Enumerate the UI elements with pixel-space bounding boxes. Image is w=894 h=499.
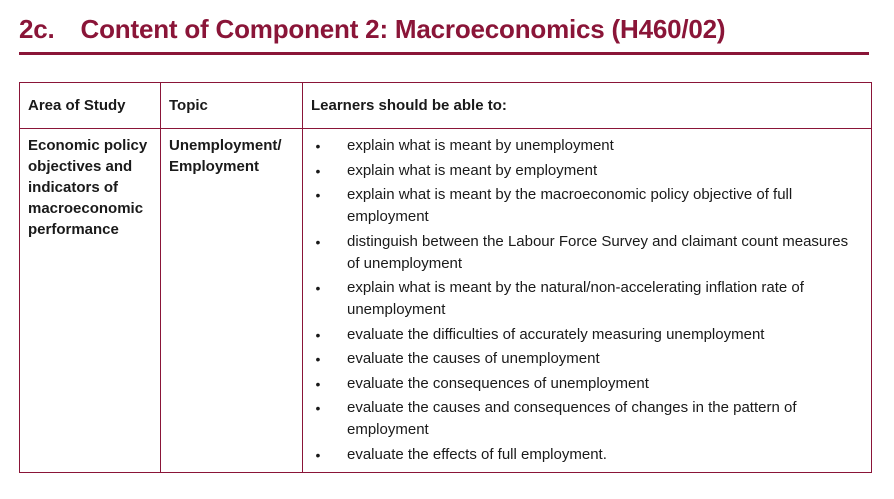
list-item-text: distinguish between the Labour Force Survey and claimant count measures of unemployment bbox=[347, 232, 849, 272]
list-item bbox=[311, 444, 863, 466]
list-item bbox=[311, 231, 863, 275]
list-item bbox=[311, 160, 863, 182]
outcomes-cell bbox=[303, 129, 872, 473]
list-item bbox=[311, 135, 863, 157]
list-item-text: evaluate the causes and consequences of changes in the pattern of employment bbox=[347, 399, 797, 438]
list-item bbox=[311, 397, 863, 441]
bullet-icon: • bbox=[315, 280, 321, 296]
table-row bbox=[20, 129, 872, 473]
outcomes-list bbox=[311, 135, 863, 466]
list-item-text: evaluate the difficulties of accurately measuring unemployment bbox=[347, 325, 765, 343]
list-item-text: evaluate the consequences of unemployment bbox=[347, 374, 649, 392]
bullet-icon: • bbox=[315, 138, 321, 154]
list-item-text: explain what is meant by the macroeconomic policy objective of full employment bbox=[347, 186, 793, 225]
section-number: 2c. bbox=[19, 14, 55, 44]
bullet-icon: • bbox=[315, 446, 321, 463]
section-heading bbox=[19, 14, 725, 45]
bullet-icon: • bbox=[315, 326, 321, 343]
list-item bbox=[311, 373, 863, 395]
list-item bbox=[311, 324, 863, 346]
heading-rule bbox=[19, 52, 869, 55]
topic-cell: Unemployment/ Employment bbox=[161, 129, 303, 473]
table-header-row bbox=[20, 83, 872, 129]
bullet-icon: • bbox=[315, 187, 321, 203]
list-item-text: explain what is meant by the natural/non-accelerating inflation rate of unemployment bbox=[347, 279, 804, 318]
bullet-icon: • bbox=[315, 233, 321, 250]
header-topic: Topic bbox=[161, 83, 303, 129]
header-learner-outcomes: Learners should be able to: bbox=[303, 83, 872, 129]
list-item-text: evaluate the effects of full employment. bbox=[347, 445, 607, 463]
list-item-text: explain what is meant by unemployment bbox=[347, 137, 614, 154]
bullet-icon: • bbox=[315, 400, 321, 416]
bullet-icon: • bbox=[315, 375, 321, 392]
list-item-text: explain what is meant by employment bbox=[347, 161, 598, 179]
bullet-icon: • bbox=[315, 162, 321, 179]
header-area-of-study: Area of Study bbox=[20, 83, 161, 129]
list-item bbox=[311, 348, 863, 370]
list-item bbox=[311, 184, 863, 228]
content-table bbox=[19, 82, 872, 473]
bullet-icon: • bbox=[315, 351, 321, 367]
area-of-study-cell: Economic policy objectives and indicators of macroeconomic performance bbox=[20, 129, 161, 473]
list-item bbox=[311, 277, 863, 321]
section-title: Content of Component 2: Macroeconomics (H460/02) bbox=[80, 14, 726, 44]
list-item-text: evaluate the causes of unemployment bbox=[347, 350, 600, 367]
